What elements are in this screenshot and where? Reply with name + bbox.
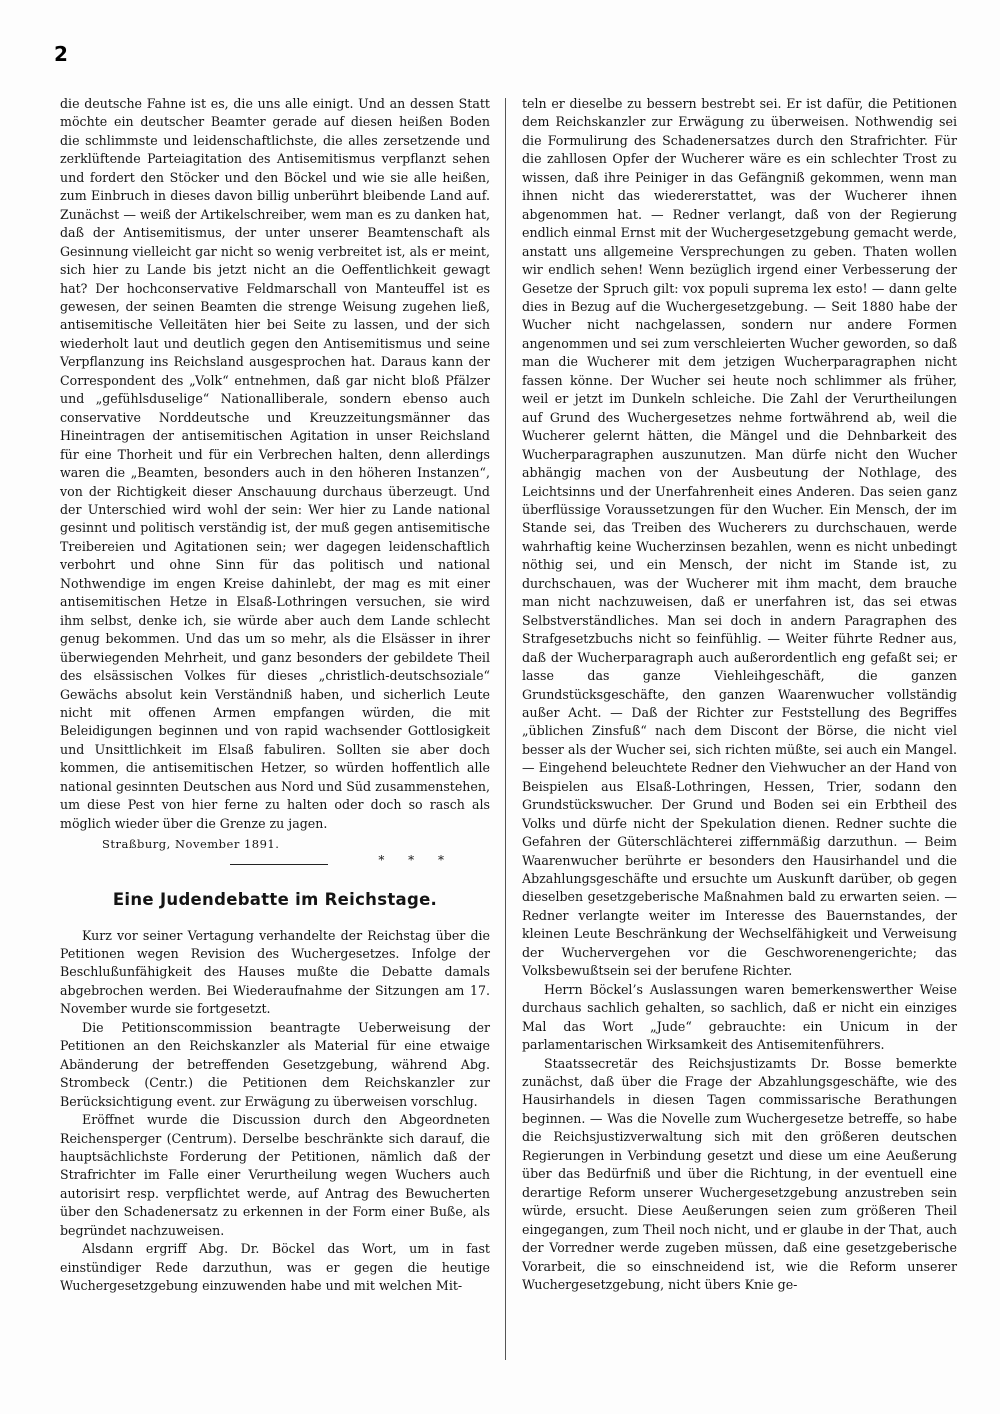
article-paragraph: Eröffnet wurde die Discussion durch den Abgeordneten Reichensperger (Centrum). Derselbe beschränkte sich darauf, die hauptsächlichste Forderung der Petitionen, nämlich daß der Strafrichter im Falle einer Verurtheilung wegen Wuchers auch autorisirt resp. verpflichtet werde, auf Antrag des Bewucherten über den Schadenersatz zu erkennen in der Form einer Buße, als begründet nachzuweisen. [60, 1112, 490, 1238]
article-headline: Eine Judendebatte im Reichstage. [112, 889, 438, 909]
dateline-signature: Straßburg, November 1891. [102, 837, 280, 852]
section-stars: * * * [378, 852, 454, 867]
article-paragraph: teln er dieselbe zu bessern bestrebt sei. Er ist dafür, die Petitionen dem Reichskanzler zur Erwägung zu überweisen. Nothwendig sei die Formulirung des Schadenersatzes durch den Strafrichter. Für die zahllosen Opfer der Wucherer wäre es ein schlechter Trost zu wissen, daß ihre Peiniger in das Gefängniß gekommen, wenn man ihnen nicht das wiedererstattet, was der Wucherer ihnen abgenommen hat. — Redner verlangt, daß von der Regierung endlich einmal Ernst mit der Wuchergesetzgebung gemacht werde, anstatt uns allgemeine Versprechungen zu geben. Thaten wollen wir endlich sehen! Wenn bezüglich irgend einer Verbesserung der Gesetze der Spruch gilt: vox populi suprema lex esto! — dann gelte dies in Bezug auf die Wuchergesetzgebung. — Seit 1880 habe der Wucher nicht nachgelassen, sondern nur andere Formen angenommen und sei zum verschleierten Wucher geworden, so daß man die Wucherer mit dem jetzigen Wucherparagraphen nicht fassen könne. Der Wucher sei heute noch schlimmer als früher, weil er jetzt im Dunkeln schleiche. Die Zahl der Verurtheilungen auf Grund des Wuchergesetzes nehme fortwährend ab, weil die Wucherer gelernt hätten, die Mängel und die Dehnbarkeit des Wucherparagraphen auszunutzen. Man dürfe nicht den Wucher abhängig machen von der Ausbeutung der Nothlage, des Leichtsinns und der Unerfahrenheit eines Anderen. Das seien ganz überflüssige Voraussetzungen für den Wucher. Ein Mensch, der im Stande sei, das Treiben des Wucherers zu durchschauen, werde wahrhaftig keine Wucherzinsen bezahlen, wenn es nicht unbedingt nöthig sei, und ein Mensch, der nicht im Stande ist, zu durchschauen, was der Wucherer mit ihm macht, dem brauche man nicht nachzuweisen, daß er unerfahren ist, das sei etwas Selbstverständliches. Man sei doch in andern Paragraphen des Strafgesetzbuchs nicht so feinfühlig. — Weiter führte Redner aus, daß der Wucherparagraph auch außerordentlich eng gefaßt sei; er lasse das ganze Viehleihgeschäft, die ganzen Grundstücksgeschäfte, den ganzen Waarenwucher vollständig außer Acht. — Daß der Richter zur Feststellung des Begriffes „üblichen Zinsfuß“ nach dem Discont der Börse, die nicht viel besser als der Wucher sei, sich richten müßte, sei auch ein Mangel. — Eingehend beleuchtete Redner den Viehwucher an der Hand von Beispielen aus Elsaß-Lothringen, Hessen, Trier, sodann den Grundstückswucher. Der Grund und Boden sei ein Erbtheil des Volks und dürfe nicht der Spekulation dienen. Redner suchte die Gefahren der Güterschlächterei ziffernmäßig darzuthun. — Beim Waarenwucher berührte er besonders den Hausirhandel und die Abzahlungsgeschäfte und ersuchte um Auskunft darüber, ob gegen dieselben gesetzgeberische Maßnahmen bald zu erwarten seien. — Redner verlangte weiter im Interesse des Bauernstandes, der kleinen Leute Beschränkung der Wechselfähigkeit und Verweisung der Wuchervergehen vor die Geschworenengerichte; das Volksbewußtsein sei der berufene Richter. [522, 96, 957, 979]
column-divider [505, 98, 506, 1360]
article-paragraph: Die Petitionscommission beantragte Ueberweisung der Petitionen an den Reichskanzler als Material für eine etwaige Abänderung der betreffenden Gesetzgebung, während Abg. Strombeck (Centr.) die Petitionen dem Reichskanzler zur Berücksichtigung event. zur Erwägung zu überweisen vorschlug. [60, 1019, 490, 1109]
article-continuation-paragraph: die deutsche Fahne ist es, die uns alle einigt. Und an dessen Statt möchte ein deutscher Beamter gerade auf diesen heißen Boden die schlimmste und leidenschaftlichste, die alles zersetzende und zerklüftende Parteiagitation des Antisemitismus verpflanzt sehen und fordert den Stöcker und den Böckel und wie sie alle heißen, zum Einbruch in dieses davon billig unberührt bleibende Land auf. Zunächst — weiß der Artikelschreiber, wem man es zu danken hat, daß der Antisemitismus, der unter unserer Beamtenschaft als Gesinnung vielleicht gar nicht so wenig verbreitet ist, als er meint, sich hier zu Lande bis jetzt nicht an die Oeffentlichkeit gewagt hat? Der hochconservative Feldmarschall von Manteuffel ist es gewesen, der seinen Beamten die strenge Weisung zugehen ließ, antisemitische Velleitäten hier bei Seite zu lassen, und der sich wiederholt laut und deutlich gegen den Antisemitismus und seine Verpflanzung ins Reichsland ausgesprochen hat. Daraus kann der Correspondent des „Volk“ entnehmen, daß gar nicht bloß Pfälzer und „gefühlsduselige“ Nationalliberale, sondern ebenso auch conservative Norddeutsche und Kreuzzeitungsmänner das Hineintragen der antisemitischen Agitation in unser Reichsland für eine Thorheit und für ein Verbrechen halten, denn allerdings waren die „Beamten, besonders auch in den höheren Instanzen“, von der Richtigkeit dieser Anschauung durchaus überzeugt. Und der Unterschied wird wohl der sein: Wer hier zu Lande national gesinnt und politisch verständig ist, der muß gegen antisemitische Treibereien und Agitationen sein; wer dagegen leidenschaftlich verbohrt und ohne Sinn für das politisch und national Nothwendige im engen Kreise dahinlebt, der mag es mit einer antisemitischen Hetze in Elsaß-Lothringen versuchen, sie wird ihm selbst, denke ich, sie würde aber auch dem Lande schlecht genug bekommen. Und das um so mehr, als die Elsässer in ihrer überwiegenden Mehrheit, und ganz besonders der gebildete Theil des elsässischen Volkes für dieses „christlich-deutschsoziale“ Gewächs absolut kein Verständniß haben, und sicherlich Leute nicht mit offenen Armen empfangen würden, die mit Beleidigungen beginnen und von rapid wachsender Gottlosigkeit und Unsittlichkeit im Elsaß fabuliren. Sollten sie aber doch kommen, die antisemitischen Hetzer, so würden hoffentlich alle national gesinnten Deutschen aus Nord und Süd zusammenstehen, um diese Pest von hier ferne zu halten oder doch so rasch als möglich wieder über die Grenze zu jagen. [60, 96, 490, 831]
page-number: 2 [54, 42, 68, 66]
right-column [522, 95, 957, 1294]
article-paragraph: Alsdann ergriff Abg. Dr. Böckel das Wort, um in fast einstündiger Rede darzuthun, was er gegen die heutige Wuchergesetzgebung einzuwenden habe und mit welchen Mit- [60, 1241, 490, 1294]
article-paragraph: Kurz vor seiner Vertagung verhandelte der Reichstag über die Petitionen wegen Revision des Wuchergesetzes. Infolge der Beschlußunfähigkeit des Hauses mußte die Debatte damals abgebrochen werden. Bei Wiederaufnahme der Sitzungen am 17. November wurde sie fortgesetzt. [60, 927, 490, 1017]
article-paragraph: Herrn Böckel’s Auslassungen waren bemerkenswerther Weise durchaus sachlich gehalten, so sachlich, daß er nicht ein einziges Mal das Wort „Jude“ gebrauchte: ein Unicum in der parlamentarischen Wirksamkeit des Antisemitenführers. [522, 981, 957, 1053]
article-paragraph: Staatssecretär des Reichsjustizamts Dr. Bosse bemerkte zunächst, daß über die Frage der Abzahlungsgeschäfte, wie des Hausirhandels in diesen Tagen commissarische Berathungen beginnen. — Was die Novelle zum Wuchergesetze betreffe, so habe die Reichsjustizverwaltung sich mit den größeren deutschen Regierungen in Verbindung gesetzt und diese um eine Aeußerung über das Bedürfniß und über die Richtung, in der eventuell eine derartige Reform unserer Wuchergesetzgebung anzustreben sein würde, ersucht. Diese Aeußerungen seien zum größeren Theil eingegangen, zum Theil noch nicht, und er glaube in der That, auch der Vorredner werde zugeben müssen, daß eine gesetzgeberische Vorarbeit, die so einschneidend ist, wie die Reform unserer Wuchergesetzgebung, nicht übers Knie ge- [522, 1055, 957, 1292]
left-column [60, 95, 490, 1296]
